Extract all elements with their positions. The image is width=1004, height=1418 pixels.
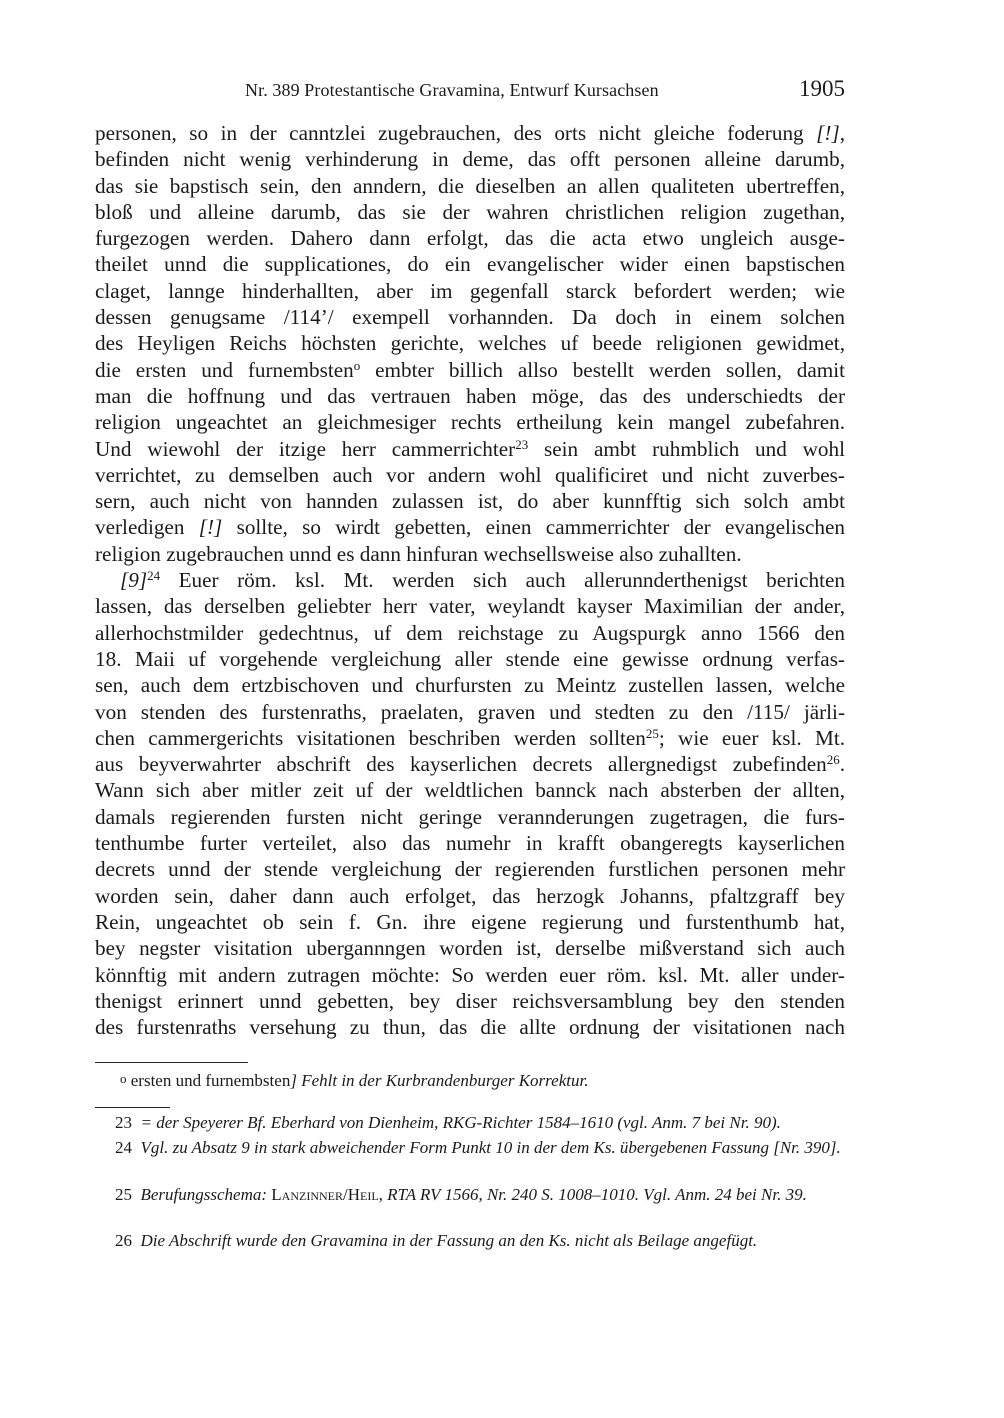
footnote-number: 24 (115, 1138, 132, 1157)
running-title: Nr. 389 Protestantische Gravamina, Entwurf Kursachsen (245, 80, 659, 100)
text-line: decrets unnd der stende vergleichung der regierenden furstlichen personen mehr (95, 857, 845, 882)
text-line: thenigst erinnert unnd gebetten, bey diser reichsversamblung bey den stenden (95, 988, 845, 1013)
footnote-ref: 23 (515, 436, 529, 452)
text-line: dessen genugsame /114’/ exempell vorhannden. Da doch in einem solchen (95, 305, 845, 330)
text-line: tenthumbe furter verteilet, also das numehr in krafft obangeregts kayserlichen (95, 831, 845, 856)
footnote-author: Lanzinner/Heil, (271, 1185, 383, 1204)
text-line: bey negster visitation ubergannngen worden ist, derselbe mißverstand sich auch (95, 936, 845, 961)
text-line: des furstenraths versehung zu thun, das die allte ordnung der visitationen nach (95, 1015, 845, 1040)
footnote-number: 25 (115, 1185, 132, 1204)
footnote-number: 26 (115, 1231, 132, 1250)
footnote-ref: 25 (645, 725, 659, 741)
textual-note-marker: o (120, 1071, 127, 1086)
text-line: bloß und alleine darumb, das sie der wahren christlichen religion zugethan, (95, 199, 845, 224)
text-line: sen, auch dem ertzbischoven und churfursten zu Meintz zustellen lassen, welche (95, 673, 845, 698)
footnote (95, 1184, 845, 1206)
text-line: worden sein, daher dann auch erfolget, das herzogk Johanns, pfaltzgraff bey (95, 883, 845, 908)
footnote-number: 23 (115, 1113, 132, 1132)
text-line: Rein, ungeachtet ob sein f. Gn. ihre eigene regierung und furstenthumb hat, (95, 909, 845, 934)
text-line: furgezogen werden. Dahero dann erfolgt, das die acta etwo ungleich ausge- (95, 226, 845, 251)
text-line: claget, lannge hinderhallten, aber im gegenfall starck befordert werden; wie (95, 278, 845, 303)
textual-note (95, 1070, 845, 1092)
text-line: Und wiewohl der itzige herr cammerrichter$^{23}$ sein ambt ruhmblich und wohl (95, 436, 845, 461)
text-line: des Heyligen Reichs höchsten gerichte, welches uf beede religionen gewidmet, (95, 331, 845, 356)
text-line: damals regierenden fursten nicht geringe verannderungen zugetragen, die furs- (95, 804, 845, 829)
text-line: religion ungeachtet an gleichmesiger rechts ertheilung kein mangel zubefahren. (95, 410, 845, 435)
text-line: Wann sich aber mitler zeit uf der weldtlichen bannck nach absterben der allten, (95, 778, 845, 803)
text-line: theilet unnd die supplicationes, do ein evangelischer wider einen bapstischen (95, 252, 845, 277)
footnote (95, 1137, 845, 1159)
footnote-ref: 24 (147, 568, 161, 584)
text-line: das sie bapstisch sein, den anndern, die dieselben an allen qualiteten ubertreffen, (95, 173, 845, 198)
text-line: könnftig mit andern zutragen möchte: So werden euer röm. ksl. Mt. aller under- (95, 962, 845, 987)
text-line: aus beyverwahrter abschrift des kayserlichen decrets allergnedigst zubefinden$^{26}$. (95, 752, 845, 777)
textual-apparatus-rule (95, 1062, 248, 1063)
textual-note-text: ] Fehlt in der Kurbrandenburger Korrektur. (290, 1071, 589, 1090)
footnote-rule (95, 1107, 170, 1108)
text-line: religion zugebrauchen unnd es dann hinfuran wechsellsweise also zuhallten. (95, 541, 742, 566)
running-header (95, 74, 845, 110)
text-line: die ersten und furnembsten$^o$ embter billich allso bestellt werden sollen, damit (95, 357, 845, 382)
textual-note-lemma: ersten und furnembsten (130, 1071, 291, 1090)
textual-note-marker: o (353, 357, 361, 373)
main-text (95, 120, 845, 1040)
text-line: allerhochstmilder gedechtnus, uf dem reichstage zu Augspurgk anno 1566 den (95, 620, 845, 645)
text-line: lassen, das derselben geliebter herr vater, weylandt kayser Maximilian der ander, (95, 594, 845, 619)
footnote-text: RTA RV 1566, Nr. 240 S. 1008–1010. Vgl. Anm. 24 bei Nr. 39. (382, 1185, 807, 1204)
text-line: 18. Maii uf vorgehende vergleichung aller stende eine gewisse ordnung verfas- (95, 646, 845, 671)
text-line: verledigen [!] sollte, so wirdt gebetten, einen cammerrichter der evangelischen (95, 515, 845, 540)
page-number: 1905 (799, 76, 845, 101)
text-line: befinden nicht wenig verhinderung in deme, das offt personen alleine darumb, (95, 147, 845, 172)
text-line: sern, auch nicht von hannden zulassen ist, do aber kunnfftig sich solch ambt (95, 489, 845, 514)
text-line: man die hoffnung und das vertrauen haben möge, das des underschiedts der (95, 383, 845, 408)
text-line: chen cammergerichts visitationen beschriben werden sollten$^{25}$; wie euer ksl. Mt. (95, 725, 845, 750)
footnote-text: Berufungsschema: (140, 1185, 272, 1204)
text-line: verrichtet, zu demselben auch vor andern wohl qualificiret und nicht zuverbes- (95, 462, 845, 487)
footnote (95, 1230, 845, 1252)
text-line: personen, so in der canntzlei zugebrauchen, des orts nicht gleiche foderung [!], (95, 121, 845, 145)
footnote-text: Vgl. zu Absatz 9 in stark abweichender Form Punkt 10 in der dem Ks. übergebenen Fassung [Nr. 390]. (140, 1138, 841, 1157)
text-line: von stenden des furstenraths, praelaten, graven und stedten zu den /115/ järli- (95, 699, 845, 724)
footnote-ref: 26 (826, 752, 840, 768)
footnote-text: = der Speyerer Bf. Eberhard von Dienheim, RKG-Richter 1584–1610 (vgl. Anm. 7 bei Nr. 90). (140, 1113, 781, 1132)
text-line: $[9]^{24}$ Euer röm. ksl. Mt. werden sich auch allerunnderthenigst berichten (120, 568, 845, 593)
footnote-text: Die Abschrift wurde den Gravamina in der Fassung an den Ks. nicht als Beilage angefügt. (140, 1231, 758, 1250)
footnote (95, 1112, 845, 1134)
